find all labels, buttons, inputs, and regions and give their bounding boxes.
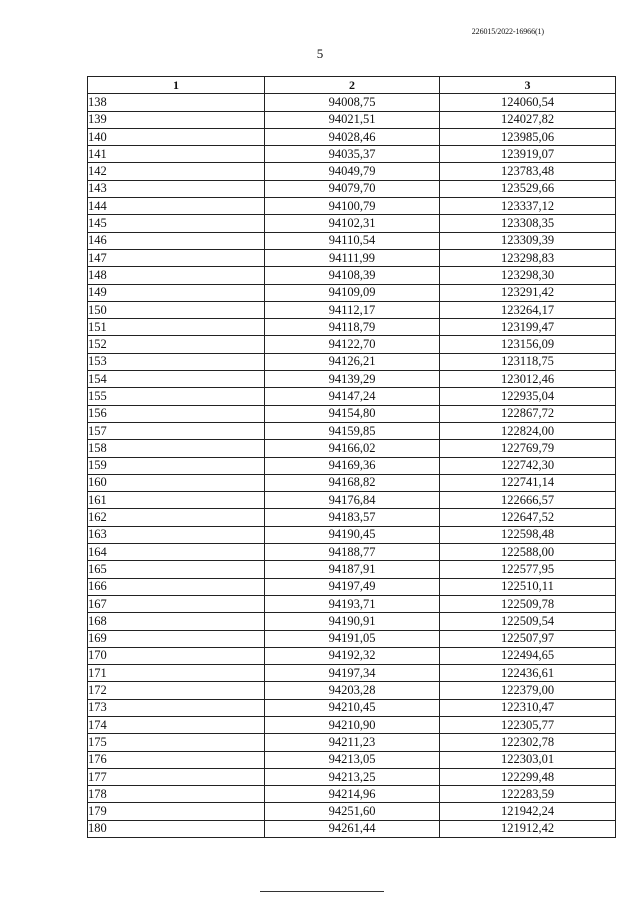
x-coordinate-cell: 94079,70 bbox=[265, 180, 440, 197]
y-coordinate-cell: 122283,59 bbox=[440, 786, 616, 803]
point-number-cell: 141 bbox=[88, 146, 265, 163]
x-coordinate-cell: 94108,39 bbox=[265, 267, 440, 284]
y-coordinate-cell: 122742,30 bbox=[440, 457, 616, 474]
y-coordinate-cell: 122598,48 bbox=[440, 526, 616, 543]
y-coordinate-cell: 122507,97 bbox=[440, 630, 616, 647]
x-coordinate-cell: 94251,60 bbox=[265, 803, 440, 820]
table-row bbox=[88, 371, 616, 388]
y-coordinate-cell: 122379,00 bbox=[440, 682, 616, 699]
table-row bbox=[88, 422, 616, 439]
point-number-cell: 147 bbox=[88, 249, 265, 266]
y-coordinate-cell: 122310,47 bbox=[440, 699, 616, 716]
x-coordinate-cell: 94169,36 bbox=[265, 457, 440, 474]
y-coordinate-cell: 122302,78 bbox=[440, 734, 616, 751]
point-number-cell: 151 bbox=[88, 319, 265, 336]
point-number-cell: 153 bbox=[88, 353, 265, 370]
x-coordinate-cell: 94192,32 bbox=[265, 647, 440, 664]
y-coordinate-cell: 123012,46 bbox=[440, 371, 616, 388]
x-coordinate-cell: 94203,28 bbox=[265, 682, 440, 699]
table-row bbox=[88, 492, 616, 509]
point-number-cell: 158 bbox=[88, 440, 265, 457]
x-coordinate-cell: 94213,25 bbox=[265, 768, 440, 785]
table-row bbox=[88, 699, 616, 716]
x-coordinate-cell: 94168,82 bbox=[265, 474, 440, 491]
point-number-cell: 150 bbox=[88, 301, 265, 318]
x-coordinate-cell: 94213,05 bbox=[265, 751, 440, 768]
header-row bbox=[88, 77, 616, 94]
x-coordinate-cell: 94154,80 bbox=[265, 405, 440, 422]
y-coordinate-cell: 122577,95 bbox=[440, 561, 616, 578]
point-number-cell: 155 bbox=[88, 388, 265, 405]
table-row bbox=[88, 820, 616, 837]
table-row bbox=[88, 578, 616, 595]
y-coordinate-cell: 123308,35 bbox=[440, 215, 616, 232]
table-row bbox=[88, 111, 616, 128]
x-coordinate-cell: 94102,31 bbox=[265, 215, 440, 232]
x-coordinate-cell: 94261,44 bbox=[265, 820, 440, 837]
y-coordinate-cell: 123529,66 bbox=[440, 180, 616, 197]
x-coordinate-cell: 94159,85 bbox=[265, 422, 440, 439]
page-number: 5 bbox=[316, 46, 324, 61]
table-row bbox=[88, 146, 616, 163]
x-coordinate-cell: 94187,91 bbox=[265, 561, 440, 578]
x-coordinate-cell: 94176,84 bbox=[265, 492, 440, 509]
y-coordinate-cell: 122588,00 bbox=[440, 544, 616, 561]
table-row bbox=[88, 474, 616, 491]
point-number-cell: 169 bbox=[88, 630, 265, 647]
y-coordinate-cell: 123118,75 bbox=[440, 353, 616, 370]
point-number-cell: 170 bbox=[88, 647, 265, 664]
y-coordinate-cell: 123156,09 bbox=[440, 336, 616, 353]
point-number-cell: 177 bbox=[88, 768, 265, 785]
table-row bbox=[88, 128, 616, 145]
y-coordinate-cell: 122666,57 bbox=[440, 492, 616, 509]
point-number-cell: 162 bbox=[88, 509, 265, 526]
point-number-cell: 163 bbox=[88, 526, 265, 543]
point-number-cell: 142 bbox=[88, 163, 265, 180]
point-number-cell: 146 bbox=[88, 232, 265, 249]
point-number-cell: 172 bbox=[88, 682, 265, 699]
table-row bbox=[88, 301, 616, 318]
y-coordinate-cell: 123264,17 bbox=[440, 301, 616, 318]
x-coordinate-cell: 94190,91 bbox=[265, 613, 440, 630]
table-row bbox=[88, 457, 616, 474]
y-coordinate-cell: 123783,48 bbox=[440, 163, 616, 180]
point-number-cell: 171 bbox=[88, 665, 265, 682]
y-coordinate-cell: 122303,01 bbox=[440, 751, 616, 768]
point-number-cell: 179 bbox=[88, 803, 265, 820]
point-number-cell: 154 bbox=[88, 371, 265, 388]
x-coordinate-cell: 94126,21 bbox=[265, 353, 440, 370]
table-row bbox=[88, 319, 616, 336]
column-header-3: 3 bbox=[440, 77, 616, 94]
y-coordinate-cell: 123291,42 bbox=[440, 284, 616, 301]
column-header-2: 2 bbox=[265, 77, 440, 94]
x-coordinate-cell: 94147,24 bbox=[265, 388, 440, 405]
x-coordinate-cell: 94197,34 bbox=[265, 665, 440, 682]
point-number-cell: 159 bbox=[88, 457, 265, 474]
point-number-cell: 175 bbox=[88, 734, 265, 751]
table-row bbox=[88, 544, 616, 561]
table-row bbox=[88, 786, 616, 803]
y-coordinate-cell: 122824,00 bbox=[440, 422, 616, 439]
table-row bbox=[88, 215, 616, 232]
coordinates-table bbox=[87, 76, 616, 838]
x-coordinate-cell: 94214,96 bbox=[265, 786, 440, 803]
point-number-cell: 176 bbox=[88, 751, 265, 768]
point-number-cell: 149 bbox=[88, 284, 265, 301]
table-row bbox=[88, 232, 616, 249]
table-row bbox=[88, 388, 616, 405]
table-row bbox=[88, 284, 616, 301]
point-number-cell: 166 bbox=[88, 578, 265, 595]
table-row bbox=[88, 440, 616, 457]
x-coordinate-cell: 94112,17 bbox=[265, 301, 440, 318]
point-number-cell: 148 bbox=[88, 267, 265, 284]
table-body bbox=[88, 94, 616, 838]
x-coordinate-cell: 94197,49 bbox=[265, 578, 440, 595]
y-coordinate-cell: 122935,04 bbox=[440, 388, 616, 405]
x-coordinate-cell: 94035,37 bbox=[265, 146, 440, 163]
x-coordinate-cell: 94191,05 bbox=[265, 630, 440, 647]
table-row bbox=[88, 353, 616, 370]
table-row bbox=[88, 647, 616, 664]
table-row bbox=[88, 682, 616, 699]
x-coordinate-cell: 94210,45 bbox=[265, 699, 440, 716]
x-coordinate-cell: 94111,99 bbox=[265, 249, 440, 266]
y-coordinate-cell: 121912,42 bbox=[440, 820, 616, 837]
point-number-cell: 161 bbox=[88, 492, 265, 509]
x-coordinate-cell: 94211,23 bbox=[265, 734, 440, 751]
y-coordinate-cell: 122741,14 bbox=[440, 474, 616, 491]
x-coordinate-cell: 94193,71 bbox=[265, 595, 440, 612]
table-row bbox=[88, 198, 616, 215]
table-row bbox=[88, 716, 616, 733]
table-row bbox=[88, 665, 616, 682]
x-coordinate-cell: 94183,57 bbox=[265, 509, 440, 526]
y-coordinate-cell: 122509,78 bbox=[440, 595, 616, 612]
x-coordinate-cell: 94049,79 bbox=[265, 163, 440, 180]
y-coordinate-cell: 122647,52 bbox=[440, 509, 616, 526]
table-row bbox=[88, 803, 616, 820]
footer-divider bbox=[260, 891, 384, 892]
point-number-cell: 140 bbox=[88, 128, 265, 145]
y-coordinate-cell: 122436,61 bbox=[440, 665, 616, 682]
y-coordinate-cell: 121942,24 bbox=[440, 803, 616, 820]
x-coordinate-cell: 94109,09 bbox=[265, 284, 440, 301]
y-coordinate-cell: 124027,82 bbox=[440, 111, 616, 128]
point-number-cell: 167 bbox=[88, 595, 265, 612]
table-row bbox=[88, 509, 616, 526]
point-number-cell: 178 bbox=[88, 786, 265, 803]
column-header-1: 1 bbox=[88, 77, 265, 94]
y-coordinate-cell: 123298,30 bbox=[440, 267, 616, 284]
y-coordinate-cell: 122494,65 bbox=[440, 647, 616, 664]
table-row bbox=[88, 267, 616, 284]
y-coordinate-cell: 123337,12 bbox=[440, 198, 616, 215]
point-number-cell: 143 bbox=[88, 180, 265, 197]
x-coordinate-cell: 94008,75 bbox=[265, 94, 440, 111]
point-number-cell: 139 bbox=[88, 111, 265, 128]
y-coordinate-cell: 122510,11 bbox=[440, 578, 616, 595]
y-coordinate-cell: 122867,72 bbox=[440, 405, 616, 422]
x-coordinate-cell: 94166,02 bbox=[265, 440, 440, 457]
y-coordinate-cell: 122769,79 bbox=[440, 440, 616, 457]
table-row bbox=[88, 751, 616, 768]
point-number-cell: 180 bbox=[88, 820, 265, 837]
point-number-cell: 156 bbox=[88, 405, 265, 422]
table-row bbox=[88, 526, 616, 543]
point-number-cell: 160 bbox=[88, 474, 265, 491]
table-row bbox=[88, 405, 616, 422]
table-row bbox=[88, 336, 616, 353]
x-coordinate-cell: 94122,70 bbox=[265, 336, 440, 353]
point-number-cell: 145 bbox=[88, 215, 265, 232]
table-row bbox=[88, 561, 616, 578]
table-row bbox=[88, 734, 616, 751]
table-row bbox=[88, 613, 616, 630]
y-coordinate-cell: 123199,47 bbox=[440, 319, 616, 336]
x-coordinate-cell: 94028,46 bbox=[265, 128, 440, 145]
y-coordinate-cell: 122305,77 bbox=[440, 716, 616, 733]
table-row bbox=[88, 180, 616, 197]
table-row bbox=[88, 768, 616, 785]
point-number-cell: 173 bbox=[88, 699, 265, 716]
x-coordinate-cell: 94210,90 bbox=[265, 716, 440, 733]
y-coordinate-cell: 122299,48 bbox=[440, 768, 616, 785]
point-number-cell: 168 bbox=[88, 613, 265, 630]
point-number-cell: 138 bbox=[88, 94, 265, 111]
point-number-cell: 174 bbox=[88, 716, 265, 733]
x-coordinate-cell: 94021,51 bbox=[265, 111, 440, 128]
x-coordinate-cell: 94110,54 bbox=[265, 232, 440, 249]
point-number-cell: 157 bbox=[88, 422, 265, 439]
point-number-cell: 165 bbox=[88, 561, 265, 578]
x-coordinate-cell: 94190,45 bbox=[265, 526, 440, 543]
document-id: 226015/2022-16966(1) bbox=[471, 27, 544, 36]
x-coordinate-cell: 94139,29 bbox=[265, 371, 440, 388]
y-coordinate-cell: 122509,54 bbox=[440, 613, 616, 630]
x-coordinate-cell: 94100,79 bbox=[265, 198, 440, 215]
y-coordinate-cell: 123985,06 bbox=[440, 128, 616, 145]
table-row bbox=[88, 163, 616, 180]
table-header bbox=[88, 77, 616, 94]
point-number-cell: 164 bbox=[88, 544, 265, 561]
y-coordinate-cell: 123919,07 bbox=[440, 146, 616, 163]
table-row bbox=[88, 630, 616, 647]
point-number-cell: 144 bbox=[88, 198, 265, 215]
point-number-cell: 152 bbox=[88, 336, 265, 353]
y-coordinate-cell: 123298,83 bbox=[440, 249, 616, 266]
y-coordinate-cell: 123309,39 bbox=[440, 232, 616, 249]
x-coordinate-cell: 94188,77 bbox=[265, 544, 440, 561]
x-coordinate-cell: 94118,79 bbox=[265, 319, 440, 336]
table-row bbox=[88, 595, 616, 612]
y-coordinate-cell: 124060,54 bbox=[440, 94, 616, 111]
table-row bbox=[88, 94, 616, 111]
table-row bbox=[88, 249, 616, 266]
